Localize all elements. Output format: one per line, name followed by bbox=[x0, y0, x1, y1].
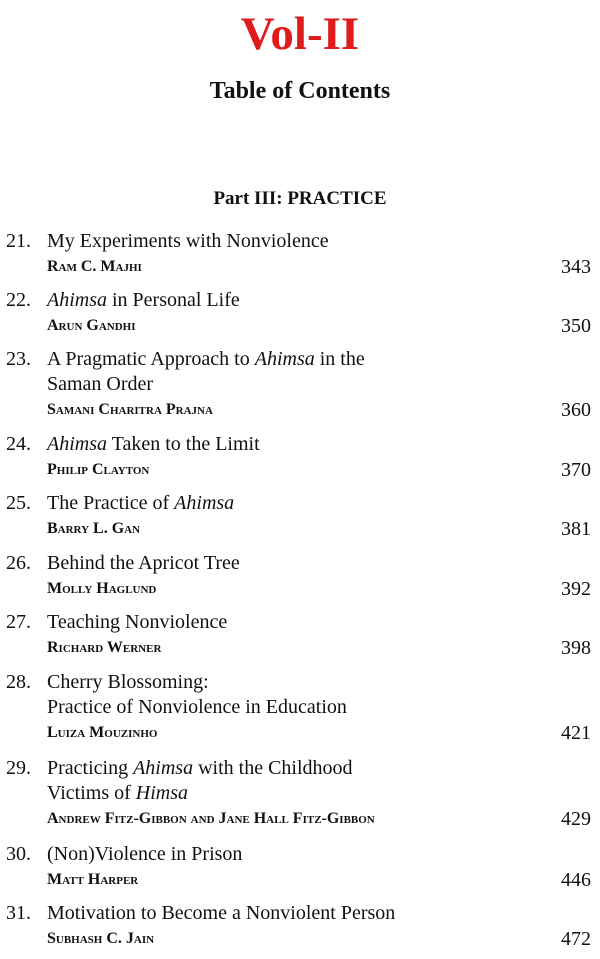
page-number: 446 bbox=[561, 869, 591, 891]
chapter-title: Teaching Nonviolence bbox=[47, 611, 228, 633]
page-number: 398 bbox=[561, 637, 591, 659]
chapter-author: Ram C. Majhi bbox=[47, 258, 142, 275]
chapter-title: A Pragmatic Approach to Ahimsa in the bbox=[47, 348, 365, 370]
table-of-contents-heading: Table of Contents bbox=[209, 78, 391, 104]
chapter-number: 30. bbox=[6, 843, 31, 865]
volume-title: Vol-II bbox=[240, 8, 360, 60]
chapter-author: Philip Clayton bbox=[47, 461, 150, 478]
chapter-number: 25. bbox=[6, 492, 31, 514]
chapter-title: Saman Order bbox=[47, 373, 154, 395]
page-number: 381 bbox=[561, 518, 591, 540]
part-heading: Part III: PRACTICE bbox=[213, 188, 387, 209]
chapter-number: 22. bbox=[6, 289, 31, 311]
chapter-author: Andrew Fitz-Gibbon and Jane Hall Fitz-Gibbon bbox=[47, 810, 375, 827]
page-number: 421 bbox=[561, 722, 591, 744]
chapter-author: Barry L. Gan bbox=[47, 520, 141, 537]
chapter-number: 29. bbox=[6, 757, 31, 779]
chapter-title: Practicing Ahimsa with the Childhood bbox=[47, 757, 353, 779]
chapter-author: Luiza Mouzinho bbox=[47, 724, 158, 741]
chapter-author: Subhash C. Jain bbox=[47, 930, 155, 947]
page-number: 392 bbox=[561, 578, 591, 600]
chapter-title: (Non)Violence in Prison bbox=[47, 843, 243, 865]
chapter-title: My Experiments with Nonviolence bbox=[47, 230, 329, 252]
chapter-title: Ahimsa in Personal Life bbox=[47, 289, 240, 311]
chapter-author: Richard Werner bbox=[47, 639, 162, 656]
chapter-title: Victims of Himsa bbox=[47, 782, 189, 804]
page-number: 370 bbox=[561, 459, 591, 481]
chapter-number: 28. bbox=[6, 671, 31, 693]
page-number: 360 bbox=[561, 399, 591, 421]
chapter-author: Matt Harper bbox=[47, 871, 139, 888]
chapter-number: 26. bbox=[6, 552, 31, 574]
page-number: 350 bbox=[561, 315, 591, 337]
chapter-author: Molly Haglund bbox=[47, 580, 157, 597]
chapter-author: Samani Charitra Prajna bbox=[47, 401, 213, 418]
chapter-author: Arun Gandhi bbox=[47, 317, 136, 334]
chapter-title: Ahimsa Taken to the Limit bbox=[47, 433, 260, 455]
chapter-title: Cherry Blossoming: bbox=[47, 671, 209, 693]
page-number: 343 bbox=[561, 256, 591, 278]
page-number: 429 bbox=[561, 808, 591, 830]
chapter-number: 21. bbox=[6, 230, 31, 252]
chapter-number: 24. bbox=[6, 433, 31, 455]
chapter-title: The Practice of Ahimsa bbox=[47, 492, 235, 514]
chapter-number: 31. bbox=[6, 902, 31, 924]
chapter-title: Practice of Nonviolence in Education bbox=[47, 696, 347, 718]
chapter-number: 23. bbox=[6, 348, 31, 370]
chapter-title: Behind the Apricot Tree bbox=[47, 552, 240, 574]
chapter-number: 27. bbox=[6, 611, 31, 633]
chapter-title: Motivation to Become a Nonviolent Person bbox=[47, 902, 396, 924]
page-number: 472 bbox=[561, 928, 591, 950]
